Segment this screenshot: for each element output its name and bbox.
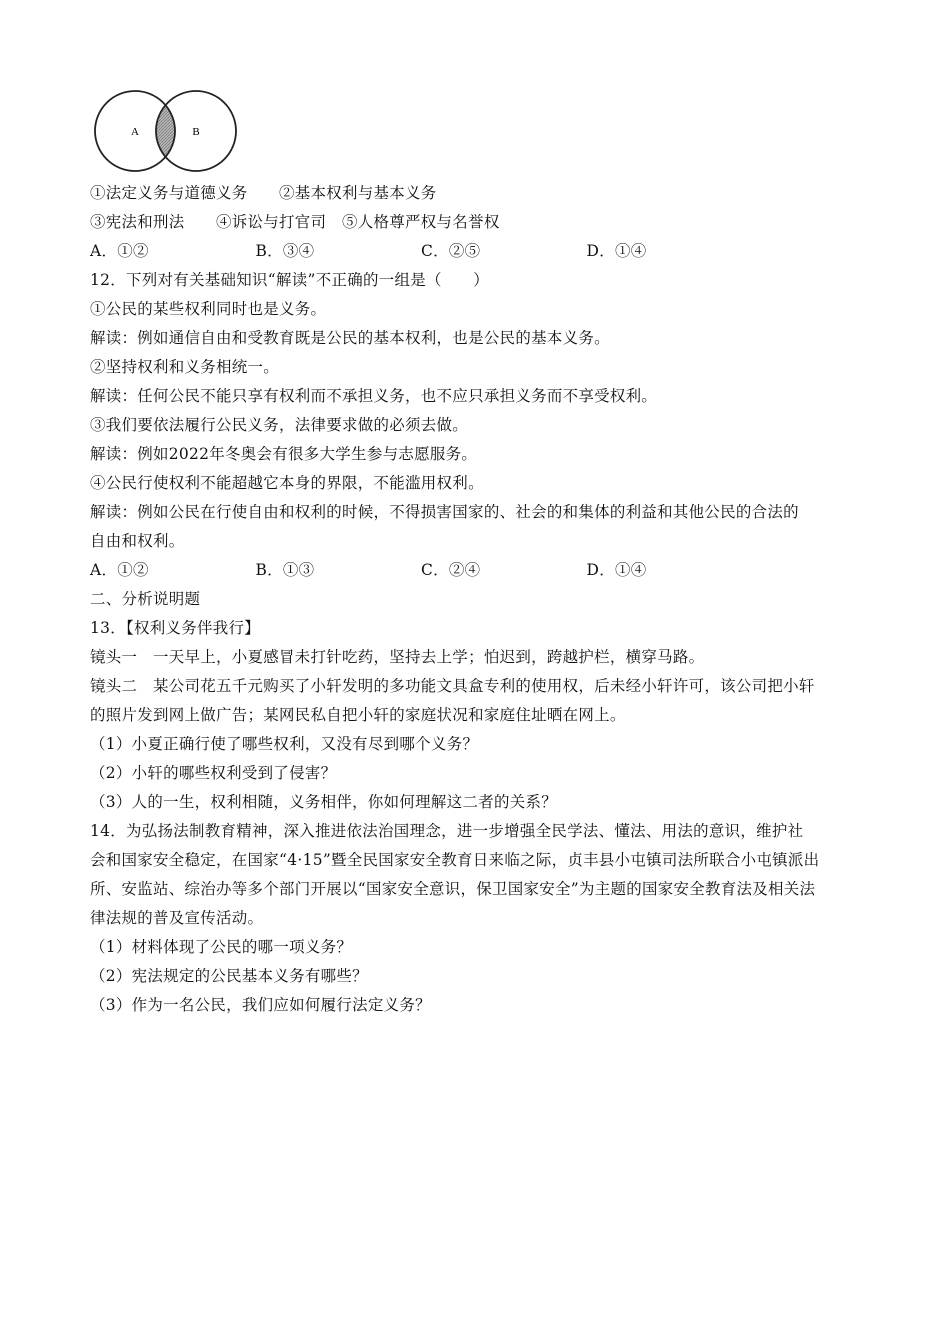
q14-line: 会和国家安全稳定，在国家“4·15”暨全民国家安全教育日来临之际，贞丰县小屯镇司法所联合小屯镇派出 [90, 851, 820, 869]
q11-items-row2: ③宪法和刑法 ④诉讼与打官司 ⑤人格尊严权与名誉权 [90, 213, 500, 231]
q12-stem: 12．下列对有关基础知识“解读”不正确的一组是（ ） [90, 271, 489, 289]
q14-line: 律法规的普及宣传活动。 [90, 909, 264, 927]
q12-option-c: C．②④ [421, 561, 481, 579]
q13-line: 的照片发到网上做广告；某网民私自把小轩的家庭状况和家庭住址晒在网上。 [90, 706, 626, 724]
venn-label-b: B [192, 126, 200, 138]
q12-item: ②坚持权利和义务相统一。 [90, 358, 280, 376]
q12-option-b: B．①③ [255, 561, 315, 579]
section-heading: 二、分析说明题 [90, 590, 201, 608]
q11-items-row1: ①法定义务与道德义务 ②基本权利与基本义务 [90, 184, 437, 202]
q11-option-b: B．③④ [255, 242, 315, 260]
q12-item: 自由和权利。 [90, 532, 185, 550]
q13-line: 镜头二 某公司花五千元购买了小轩发明的多功能文具盒专利的使用权，后未经小轩许可，该公司把小轩 [90, 677, 815, 695]
q11-option-a: A．①② [90, 242, 149, 260]
q14-question: （2）宪法规定的公民基本义务有哪些？ [90, 967, 368, 985]
venn-label-a: A [131, 126, 139, 138]
q12-item: 解读：任何公民不能只享有权利而不承担义务，也不应只承担义务而不享受权利。 [90, 387, 658, 405]
q14-question: （1）材料体现了公民的哪一项义务？ [90, 938, 353, 956]
q12-item: 解读：例如2022年冬奥会有很多大学生参与志愿服务。 [90, 445, 478, 463]
q12-option-a: A．①② [90, 561, 149, 579]
q11-option-d: D．①④ [586, 242, 647, 260]
q12-option-d: D．①④ [586, 561, 647, 579]
q12-item: ③我们要依法履行公民义务，法律要求做的必须去做。 [90, 416, 469, 434]
q14-line: 所、安监站、综治办等多个部门开展以“国家安全意识，保卫国家安全”为主题的国家安全教育法及相关法 [90, 880, 816, 898]
venn-diagram [92, 86, 240, 176]
q12-item: 解读：例如通信自由和受教育既是公民的基本权利，也是公民的基本义务。 [90, 329, 610, 347]
q11-option-c: C．②⑤ [421, 242, 481, 260]
q13-question: （2）小轩的哪些权利受到了侵害？ [90, 764, 337, 782]
q13-question: （1）小夏正确行使了哪些权利，又没有尽到哪个义务？ [90, 735, 479, 753]
q12-item: 解读：例如公民在行使自由和权利的时候，不得损害国家的、社会的和集体的利益和其他公民的合法的 [90, 503, 799, 521]
q13-title: 13．【权利义务伴我行】 [90, 619, 261, 637]
q12-item: ④公民行使权利不能超越它本身的界限，不能滥用权利。 [90, 474, 484, 492]
q12-item: ①公民的某些权利同时也是义务。 [90, 300, 327, 318]
q13-question: （3）人的一生，权利相随，义务相伴，你如何理解这二者的关系？ [90, 793, 557, 811]
q13-line: 镜头一 一天早上，小夏感冒未打针吃药，坚持去上学；怕迟到，跨越护栏，横穿马路。 [90, 648, 705, 666]
q14-line: 14．为弘扬法制教育精神，深入推进依法治国理念，进一步增强全民学法、懂法、用法的意识，维护社 [90, 822, 804, 840]
q14-question: （3）作为一名公民，我们应如何履行法定义务？ [90, 996, 431, 1014]
